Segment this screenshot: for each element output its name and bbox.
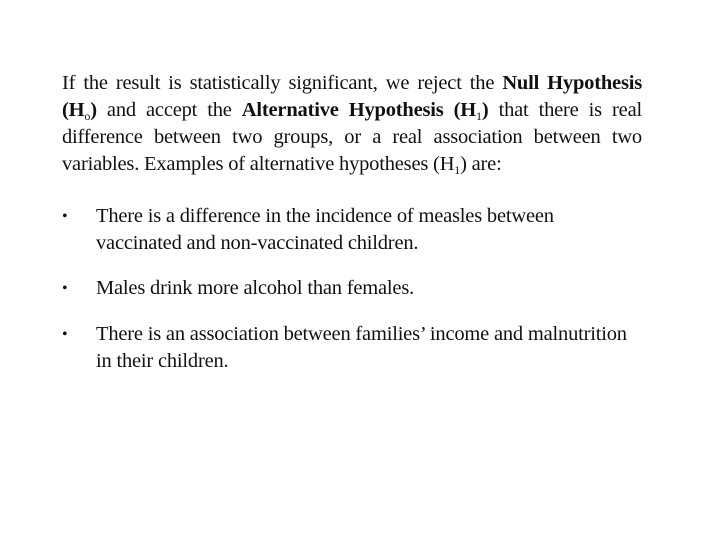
- bullet-icon: •: [62, 208, 68, 225]
- alternative-hypothesis-close: ): [481, 99, 489, 121]
- alternative-hypothesis-term: [242, 99, 489, 121]
- examples-list: [62, 203, 642, 375]
- null-hypothesis-label: Null Hypothesis (H: [62, 72, 643, 121]
- list-item-text: There is an association between families’ income and malnutrition in their children.: [96, 323, 627, 372]
- intro-text-3: that there is real difference between two groups, or a real association between two variables. Examples of alternative hypotheses (H: [62, 99, 642, 175]
- alternative-hypothesis-label: Alternative Hypothesis (H: [241, 99, 477, 121]
- list-item: [62, 275, 642, 302]
- intro-text-1: If the result is statistically significant, we reject the: [62, 72, 503, 94]
- list-item-text: There is a difference in the incidence of measles between vaccinated and non-vaccinated children.: [96, 205, 554, 254]
- bullet-icon: •: [62, 326, 68, 343]
- intro-text-4: ) are:: [460, 153, 502, 175]
- list-item-text: Males drink more alcohol than females.: [96, 277, 415, 299]
- intro-paragraph: [62, 70, 642, 178]
- null-hypothesis-subscript: o: [84, 109, 91, 123]
- list-item: [62, 321, 642, 375]
- h1-subscript: 1: [454, 163, 461, 177]
- alternative-hypothesis-subscript: 1: [476, 109, 482, 123]
- null-hypothesis-close: ): [90, 99, 97, 121]
- list-item: [62, 203, 642, 257]
- intro-text-2: and accept the: [96, 99, 242, 121]
- bullet-icon: •: [62, 280, 68, 297]
